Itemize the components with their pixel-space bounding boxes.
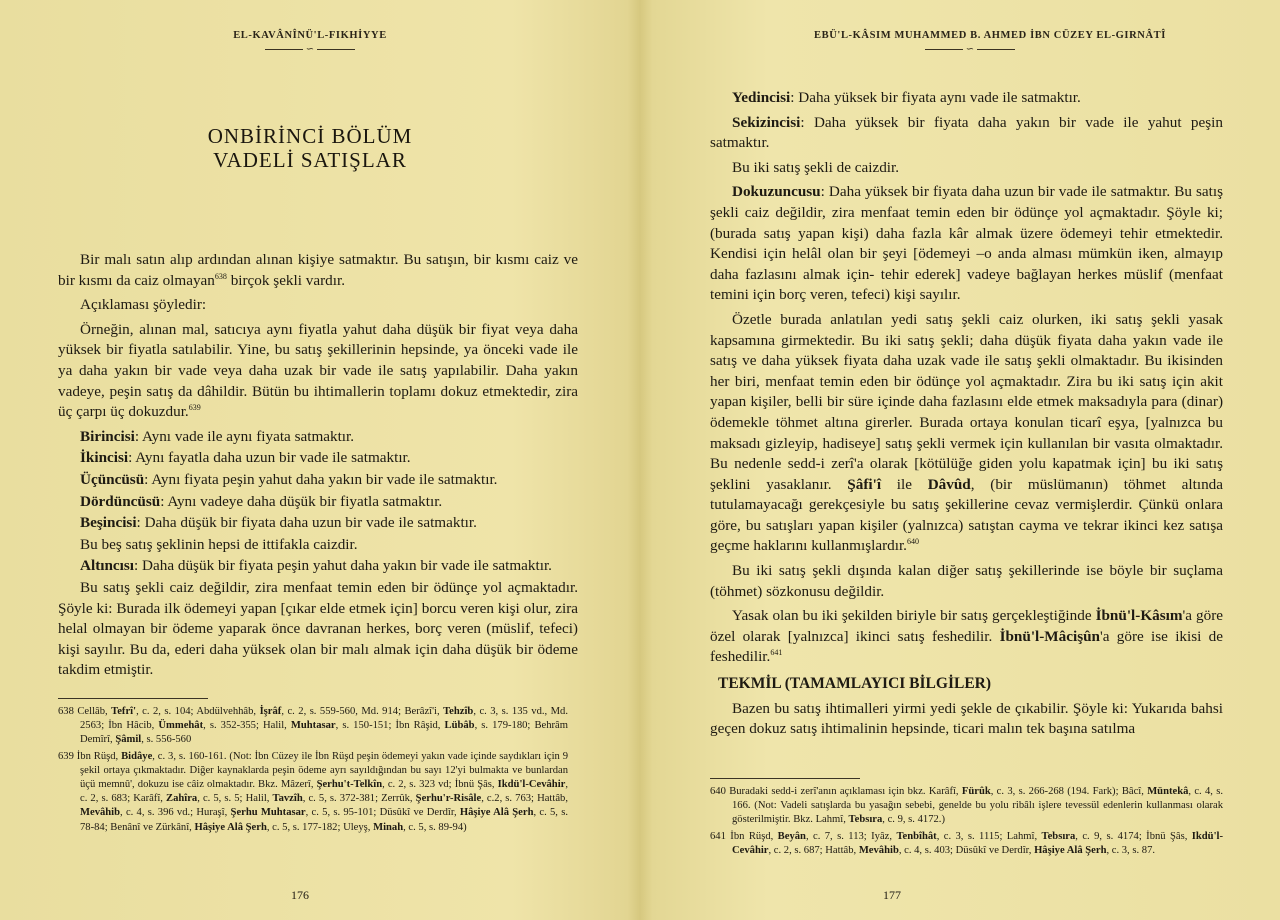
list-item: Beşincisi: Daha düşük bir fiyata daha uzun bir vade ile satmaktır. bbox=[80, 514, 477, 532]
chapter-title-line-1: ONBİRİNCİ BÖLÜM bbox=[207, 124, 413, 148]
footnote-640: 640 Buradaki sedd-i zerî'anın açıklaması için bkz. Karâfî, Fürûk, c. 3, s. 266-268 (194. Fark); Bâcî, Müntekâ, c. 4, s. 166. (Not: Vadeli satışlarda bu yasağın sebebi, genelde bu yolu ribâlı işlere tevessül edenlerin kullanması olarak gösterilmiştir. Bkz. Lahmî, Tebsıra, c. 9, s. 4172.) bbox=[710, 786, 1224, 826]
right-ornament-icon: ∽ bbox=[910, 44, 1030, 58]
right-page-number: 177 bbox=[883, 888, 901, 902]
left-running-head: EL-KAVÂNÎNÜ'L-FIKHİYYE bbox=[233, 30, 387, 41]
footnote-639: 639 İbn Rüşd, Bidâye, c. 3, s. 160-161. (Not: İbn Cüzey ile İbn Rüşd peşin ödemeyi yakın vade içinde saydıkları için 9 şekil ortaya çıkmaktadır. Diğer kaynaklarda peşin ödeme ayrı sayıldığından bu sayı 12'yi bulmakta ve bunlardan üçü memnû', dokuzu ise câiz olmaktadır. Bkz. Mâzerî, Şerhu't-Telkîn, c. 2, s. 323 vd; İbnü Şâs, Ikdü'l-Cevâhir, c. 2, s. 683; Karâfî, Zahîra, c. 5, s. 5; Halil, Tavzîh, c. 5, s. 372-381; Zerrûk, Şerhu'r-Risâle, c.2, s. 763; Hattâb, Mevâhib, c. 4, s. 396 vd.; Huraşî, Şerhu Muhtasar, c. 5, s. 95-101; Düsûkî ve Derdîr, Hâşiye Alâ Şerh, c. 5, s. 78-84; Benânî ve Zürkânî, Hâşiye Alâ Şerh, c. 5, s. 177-182; Uleyş, Minah, c. 5, s. 89-94) bbox=[58, 750, 568, 833]
paragraph: Bazen bu satış ihtimalleri yirmi yedi şekle de çıkabilir. Şöyle ki: Yukarıda bahsi geçen dokuz satış ihtimalinin hepsinde, ticari malın tek başına satılma bbox=[710, 699, 1223, 738]
paragraph: Örneğin, alınan mal, satıcıya aynı fiyatla yahut daha düşük bir fiyat veya daha yüksek bir fiyatla satılabilir. Yine, bu satış şekillerinin hepsinde, ya önceki vade ile ya daha yakın bir vade veya daha uzak bir vade ile satış yapılabilir. Daha yakın vadeye, peşin satış da dâhildir. Bütün bu ihtimallerin toplamı dokuz etmektedir, zira üç çarpı üç dokuzdur.$^{639}$ bbox=[58, 320, 578, 421]
section-heading: TEKMİL (TAMAMLAYICI BİLGİLER) bbox=[718, 675, 992, 693]
paragraph: Bu iki satış şekli de caizdir. bbox=[732, 158, 900, 176]
right-body-text bbox=[710, 88, 1223, 744]
paragraph: Özetle burada anlatılan yedi satış şekli caiz olurken, iki satış şekli yasak kapsamına girmektedir. Bu iki satış şekli; daha düşük fiyata daha yakın vade ile satış ve daha yüksek fiyata daha uzak vade ile satış şekli olmaktadır. Bu ikisinden her biri, menfaat temin eden bir ödünçe yol açmaktadır. Zira bu iki satış için akit yapan kişiler, belli bir süre içinde daha fazlasını elde etmek maksadıyla para (dinar) ödemekle töhmet altına girerler. Burada ortaya konulan ticarî eşya, [yalnızca bu maksadı gizleyip, hadiseye] satış şekli vermek için kullanılan bir vasıta olmaktadır. Bu nedenle sedd-i zerî'a olarak [kötülüğe giden yolu kapatmak için] bu iki satış şeklini yasaklanır. Şâfi'î ile Dâvûd, (bir müslümanın) töhmet altında tutulamayacağı gerekçesiyle bu satış şekillerine cevaz vermişlerdir. Çünkü onlara göre, bu satışları yapan kişiler (yalnızca) satıştan cayma ve tekrar ikinci kez satışa geçme haklarını kullanmışlardır.$^{640}$ bbox=[710, 310, 1223, 555]
footnote-ref: 640 bbox=[906, 537, 919, 547]
list-item: Altıncısı: Daha düşük bir fiyata peşin yahut daha yakın bir vade ile satmaktır. bbox=[80, 557, 552, 575]
list-item: Birincisi: Aynı vade ile aynı fiyata satmaktır. bbox=[80, 427, 355, 445]
footnote-641: 641 İbn Rüşd, Beyân, c. 7, s. 113; Iyâz, Tenbîhât, c. 3, s. 1115; Lahmî, Tebsıra, c. 9, s. 4174; İbnü Şâs, Ikdü'l-Cevâhir, c. 2, s. 687; Hattâb, Mevâhib, c. 4, s. 403; Düsûkî ve Derdîr, Hâşiye Alâ Şerh, c. 3, s. 87. bbox=[710, 830, 1223, 856]
paragraph: Bu beş satış şeklinin hepsi de ittifakla caizdir. bbox=[80, 535, 358, 553]
footnote-ref: 639 bbox=[188, 403, 201, 413]
chapter-title bbox=[110, 124, 510, 172]
footnote-divider bbox=[710, 778, 860, 779]
paragraph: Bir malı satın alıp ardından alınan kişiye satmaktır. Bu satışın, bir kısmı caiz ve bir kısmı da caiz olmayan$^{638}$ birçok şekli vardır. bbox=[58, 251, 578, 289]
left-ornament-icon: ∽ bbox=[250, 44, 370, 58]
list-item: Dördüncüsü: Aynı vadeye daha düşük bir fiyatla satmaktır. bbox=[80, 492, 443, 510]
list-item: Üçüncüsü: Aynı fiyata peşin yahut daha yakın bir vade ile satmaktır. bbox=[80, 470, 498, 488]
right-footnotes bbox=[710, 778, 1223, 860]
list-item: Yedincisi: Daha yüksek bir fiyata aynı vade ile satmaktır. bbox=[732, 89, 1081, 106]
left-footnotes bbox=[58, 698, 568, 837]
paragraph: Açıklaması şöyledir: bbox=[80, 296, 207, 314]
footnote-ref: 638 bbox=[214, 271, 227, 281]
right-running-head: EBÜ'L-KÂSIM MUHAMMED B. AHMED İBN CÜZEY EL-GIRNÂTÎ bbox=[814, 30, 1166, 41]
left-body-text bbox=[58, 250, 578, 685]
right-page bbox=[640, 0, 1280, 920]
paragraph: Yasak olan bu iki şekilden biriyle bir satış gerçekleştiğinde İbnü'l-Kâsım'a göre özel olarak [yalnızca] ikinci satış feshedilir. İbnü'l-Mâcişûn'a göre ise ikisi de feshedilir.$^{641}$ bbox=[710, 607, 1223, 666]
footnote-ref: 641 bbox=[770, 648, 783, 658]
paragraph: Bu satış şekli caiz değildir, zira menfaat temin eden bir ödünçe yol açmaktadır. Şöyle ki: Burada ilk ödemeyi yapan [çıkar elde etmek için] borcu veren kişi olur, zira helal olmayan bir ödeme yaparak önce davranan herkes, borç veren (müslif, tefeci) kişi sayılır. Bu da, ederi daha yüksek olan bir malı almak için daha düşük bir ödeme takdim etmiştir. bbox=[58, 578, 578, 679]
list-item: İkincisi: Aynı fayatla daha uzun bir vade ile satmaktır. bbox=[80, 449, 411, 467]
left-page-number: 176 bbox=[291, 888, 309, 902]
footnote-638: 638 Cellâb, Tefrî', c. 2, s. 104; Abdülvehhâb, İşrâf, c. 2, s. 559-560, Md. 914; Berâzî'i, Tehzîb, c. 3, s. 135 vd., Md. 2563; İbn Hâcib, Ümmehât, s. 352-355; Halil, Muhtasar, s. 150-151; İbn Râşid, Lübâb, s. 179-180; Behrâm Demîrî, Şâmil, s. 556-560 bbox=[58, 706, 568, 746]
paragraph: Dokuzuncusu: Daha yüksek bir fiyata daha uzun bir vade ile satmaktır. Bu satış şekli caiz değildir, zira menfaat temin eden bir ödünçe yol açmaktadır. Şöyle ki; (burada satış yapan kişi) daha fazla kâr almak üzere ödemeyi tehir etmektedir. Kendisi için helâl olan bir şeyi [ödemeyi –o anda alması mümkün iken, almayıp daha fazlasını almak için- tehir ederek] vadeye bağlayan herkes müslif (menfaat temini için borç veren, tefeci) kişi sayılır. bbox=[710, 183, 1223, 304]
list-item: Sekizincisi: Daha yüksek bir fiyata daha yakın bir vade ile yahut peşin satmaktır. bbox=[710, 113, 1223, 152]
paragraph: Bu iki satış şekli dışında kalan diğer satış şekillerinde ise böyle bir suçlama (töhmet) sözkonusu değildir. bbox=[710, 562, 1223, 600]
footnote-divider bbox=[58, 698, 208, 699]
chapter-title-line-2: VADELİ SATIŞLAR bbox=[213, 148, 407, 172]
